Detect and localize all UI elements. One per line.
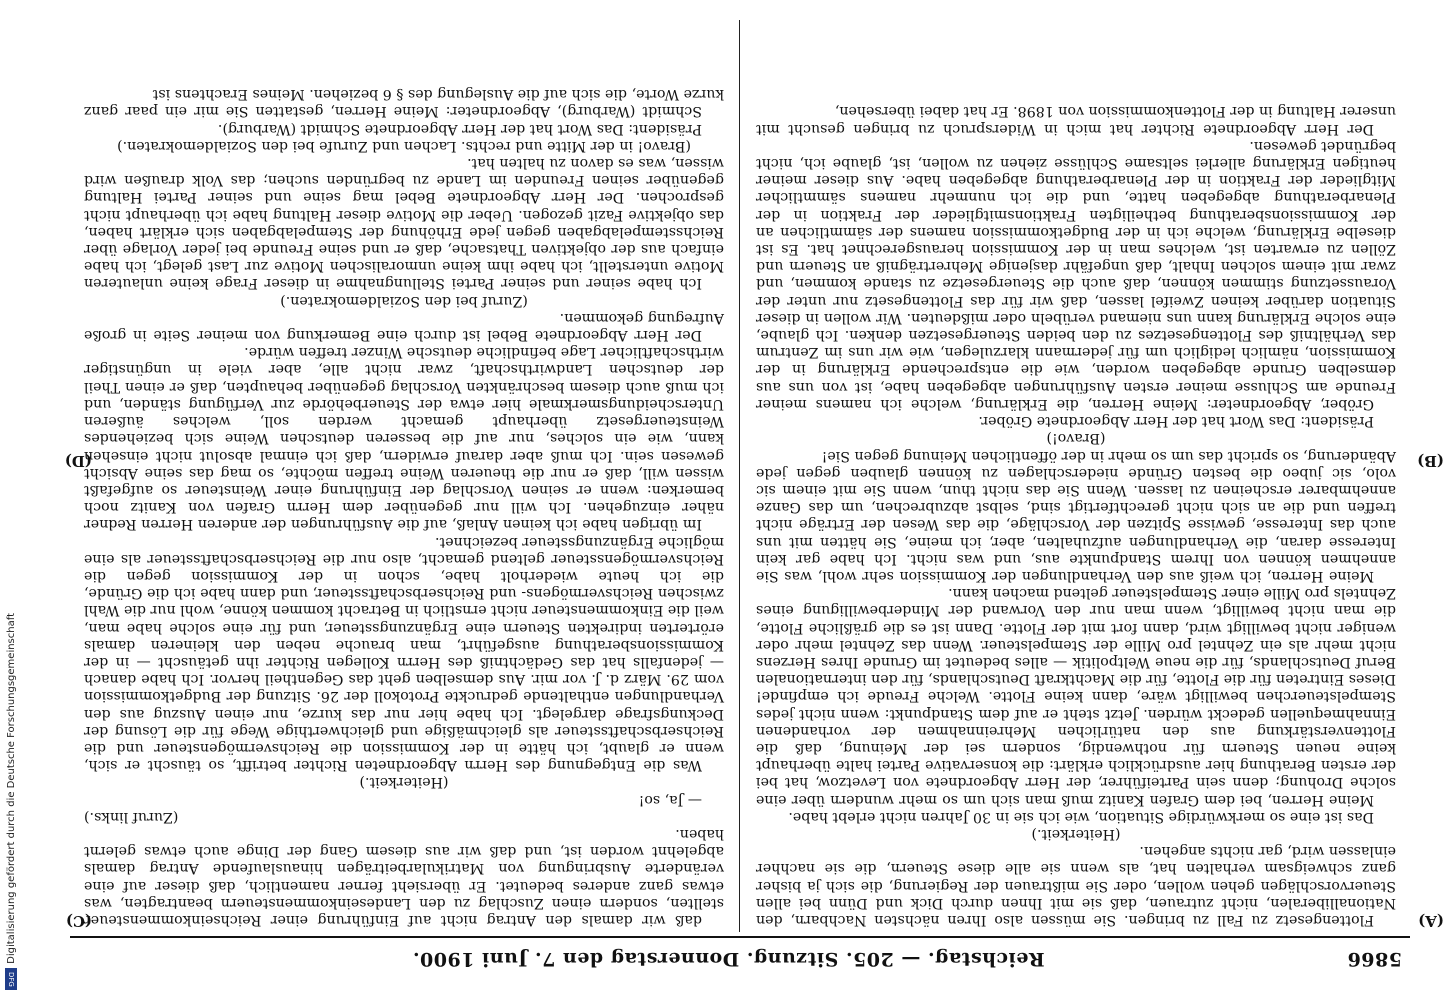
paragraph: Was die Entgegnung des Herrn Abgeordneten Richter betrifft, so täuscht er sich, wenn er glaubt, ich hätte in der Kommission die Reichsvermögensteuer und die Reichserbschaftssteuer als gleichmäßige und gleichwerthige Wege für die Lösung der Deckungsfrage dargelegt. Ich habe hier nur das kurze, nur einen Auszug aus den Verhandlungen enthaltende gedruckte Protokoll der 26. Sitzung der Budgetkommission vom 29. März d. J. vor mir. Aus demselben geht das Gegentheil hervor. Ich habe danach — jedenfalls hat das Gedächtniß des Herrn Kollegen Richter ihn getäuscht — in der Kommissionsberathung ausgeführt, man brauche neben den kleineren damals erörterten indirekten Steuern eine Ergänzungssteuer, und für eine solche habe man, weil die Einkommensteuer nicht ernstlich in Betracht kommen könne, wohl nur die Wahl zwischen Reichsvermögens- und Reichserbschaftssteuer, und dann habe ich die Gründe, die ich heute wiederholt habe, schon in der Kommission gegen die Reichsvermögenssteuer geltend gemacht, also nur die Reichserbschaftssteuer als eine mögliche Ergänzungssteuer bezeichnet. [83, 533, 724, 774]
paragraph: Im übrigen habe ich keinen Anlaß, auf die Ausführungen der anderen Herren Redner näher einzugehen. Ich will nur gegenüber dem Herrn Grafen von Kanitz noch bemerken: wenn er seinen Vorschlag der Einführung einer Weinsteuer so aufgefaßt wissen will, daß er nur die theueren Weine treffen möchte, so mag das seine Absicht gewesen sein. Ich muß aber darauf erwidern, daß ich einmal absolut nicht einsehen kann, wie ein solches, nur auf die besseren deutschen Weine sich beziehendes Weinsteuergesetz überhaupt gemacht werden soll, welches äußeren Unterscheidungsmerkmale hier etwa der Steuerbehörde zur Verfügung ständen, und ich muß auch diesem beschränkten Vorschlag gegenüber behaupten, daß er einen Theil der deutschen Landwirthschaft, zwar nicht alle, aber viele in ungünstiger wirthschaftlicher Lage befindliche deutsche Winzer treffen würde. [84, 344, 724, 533]
interjection: (Bravo!) [1046, 430, 1106, 447]
paragraph: Gröber, Abgeordneter: Meine Herren, die Erklärung, welche ich namens meiner Freunde am Schlusse meiner ersten Ausführungen abgegeben habe, ist von uns aus demselben Grunde abgegeben worden, wie die entsprechende Erklärung in der Kommission, nämlich lediglich um für jedermann klarzulegen, wie wir uns im Zentrum das Verhältniß des Flottengesetzes zu den beiden Steuergesetzen denken. Ich glaube, eine solche Erklärung kann uns niemand verübeln oder mißdeuten. Wir wollen in dieser Situation darüber keinen Zweifel lassen, daß wir für das Flottengesetz nur unter der Voraussetzung stimmen können, daß auch die Steuergesetze zu stande kommen, und zwar mit einem solchen Inhalt, daß ungefähr dasjenige Mehrerträgniß an Steuern und Zöllen zu erwarten ist, welches man in der Kommission herausgerechnet hat. Es ist dieselbe Erklärung, welche ich in der Budgetkommission namens der sämmtlichen an der Kommissionsberathung betheiligten Fraktionsmitglieder der Fraktion in der Plenarberathung abgegeben hatte, und die ich nunmehr namens sämmtlicher Mitglieder der Fraktion in der Plenarberathung abgegeben habe. Aus dieser meiner heutigen Erklärung allerlei seltsame Schlüsse ziehen zu wollen, ist, glaube ich, nicht begründet gewesen. [756, 137, 1396, 412]
paragraph: Meine Herren, bei dem Grafen Kanitz muß man sich um so mehr wundern über eine solche Drohung; denn sein Parteiführer, der Herr Abgeordnete von Levetzow, hat bei der ersten Berathung hier ausdrücklich erklärt: die konservative Partei halte überhaupt keine neuen Steuern für nothwendig, sondern sei der Meinung, daß die Flottenverstärkung aus den natürlichen Mehreinnahmen der vorhandenen Einnahmequellen gedeckt würden. Jetzt steht er auf dem Standpunkt: wenn nicht jedes Stempelsteuerchen bewilligt wäre, dann keine Flotte. Welche Freude ich empfinde! Dieses Eintreten für die Flotte, für die Machtkraft Deutschlands, für den internationalen Beruf Deutschlands, für die neue Weltpolitik — alles bedeutet im Grunde Ihres Herzens nicht mehr als ein Zehntel pro Mille der Stempelsteuer. Wenn das Zehntel mehr oder weniger nicht bewilligt wird, dann fort mit der Flotte. Dann ist es die gräßliche Flotte, die man nicht bewilligt, wenn man nur den Vorwand der Minderbewilligung eines Zehntels pro Mille einer Stempelsteuer geltend machen kann. [756, 585, 1396, 808]
margin-marker-c: (C) [65, 912, 92, 930]
column-divider [739, 20, 740, 932]
paragraph: Das ist eine so merkwürdige Situation, wie ich sie in 30 Jahren nicht erlebt habe. [788, 808, 1374, 825]
dfg-logo: DFG [5, 968, 17, 990]
interjection: (Bravo! in der Mitte und rechts. Lachen und Zurufe bei den Sozialdemokraten.) [117, 137, 691, 154]
paragraph: Meine Herren, ich weiß aus den Verhandlungen der Kommission sehr wohl, was Sie annehmen können von Ihrem Standpunkte aus, und was nicht. Ich habe gar kein Interesse daran, die Verhandlungen aufzuhalten, aber, ich meine, Sie hätten mit uns auch das Interesse, gewisse Spitzen der Vorschläge, die das Wesen der Erträge nicht treffen und die an sich nicht gerechtfertigt sind, selbst abzubrechen, um das Ganze annehmbarer erscheinen zu lassen. Wenn Sie das nicht thun, wenn Sie mit einem sic volo, sic jubeo die besten Gründe niederschlagen zu können glauben gegen jede Abänderung, so spricht das um so mehr in der öffentlichen Meinung gegen Sie! [756, 447, 1396, 584]
paragraph: Ich habe seiner und seiner Partei Stellungnahme in dieser Frage keine unlauteren Motive unterstellt, ich habe ihm keine unmoralischen Motive zur Last gelegt, ich habe einfach aus der objektiven Thatsache, daß er und seine Freunde bei jeder Vorlage über Reichsstempelabgaben gegen jede Erhöhung der Stempelabgaben sich erklärt haben, das objektive Fazit gezogen. Ueber die Motive dieser Haltung habe ich überhaupt nicht gesprochen. Der Herr Abgeordnete Bebel mag seine und seiner Partei Haltung gegenüber seinen Freunden im Lande zu begründen suchen; das Volk draußen wird wissen, was es davon zu halten hat. [84, 155, 724, 292]
interjection: (Heiterkeit.) [359, 774, 449, 791]
rotated-document-page [64, 20, 1444, 980]
digitization-note: Digitalisierung gefördert durch die Deutsche Forschungsgemeinschaft [5, 613, 17, 964]
paragraph: — Ja, so! [638, 791, 702, 808]
interjection: (Zuruf links.) [84, 808, 179, 825]
margin-marker-a: (A) [1418, 912, 1444, 930]
paragraph: Der Herr Abgeordnete Bebel ist durch eine Bemerkung von meiner Seite in große Aufregung gekommen. [84, 309, 724, 344]
paragraph: daß wir damals den Antrag nicht auf Einführung einer Reichseinkommensteuer stellten, sondern einen Zuschlag zu den Landeseinkommensteuern beantragten, was etwas ganz anderes bedeutet. Er übersieht ferner namentlich, daß dieser auf eine veränderte Ausbringung von Matrikularbeiträgen hinauslaufende Antrag damals abgelehnt worden ist, und daß wir aus diesem Gang der Dinge auch etwas gelernt haben. [84, 825, 724, 928]
paragraph: Schmidt (Warburg), Abgeordneter: Meine Herren, gestatten Sie mir ein paar ganz kurze Worte, die sich auf die Auslegung des § 6 beziehen. Meines Erachtens ist [84, 86, 724, 120]
page-header [70, 942, 1410, 976]
paragraph: Flottengesetz zu Fall zu bringen. Sie müssen also Ihren nächsten Nachbarn, den Nationalliberalen, nicht zutrauen, daß sie mit Ihnen durch Dick und Dünn bei allen Steuervorschlägen gehen wollen, oder Sie mißtrauen der Regierung, die sich ja bisher ganz schweigsam verhalten hat, als wenn sie alle diese Steuern, die sie nachher einlassen wird, gar nichts angehen. [756, 843, 1396, 928]
digitization-footer [4, 600, 18, 990]
right-column [84, 28, 724, 928]
margin-marker-d: (D) [64, 452, 92, 470]
header-rule [70, 936, 1410, 938]
left-column [756, 28, 1396, 928]
interjection: (Heiterkeit.) [1031, 825, 1121, 842]
margin-marker-b: (B) [1417, 452, 1444, 470]
paragraph: Präsident: Das Wort hat der Herr Abgeordnete Gröber. [978, 413, 1374, 430]
page-title: Reichstag. — 205. Sitzung. Donnerstag den 7. Juni 1900. [412, 948, 1045, 970]
paragraph: Präsident: Das Wort hat der Herr Abgeordnete Schmidt (Warburg). [217, 120, 702, 137]
interjection: (Zuruf bei den Sozialdemokraten.) [280, 292, 528, 309]
paragraph: Der Herr Abgeordnete Richter hat mich in Widerspruch zu bringen gesucht mit unserer Haltung in der Flottenkommission von 1898. Er hat dabei übersehen, [756, 103, 1396, 137]
page-number: 5866 [1347, 948, 1402, 970]
